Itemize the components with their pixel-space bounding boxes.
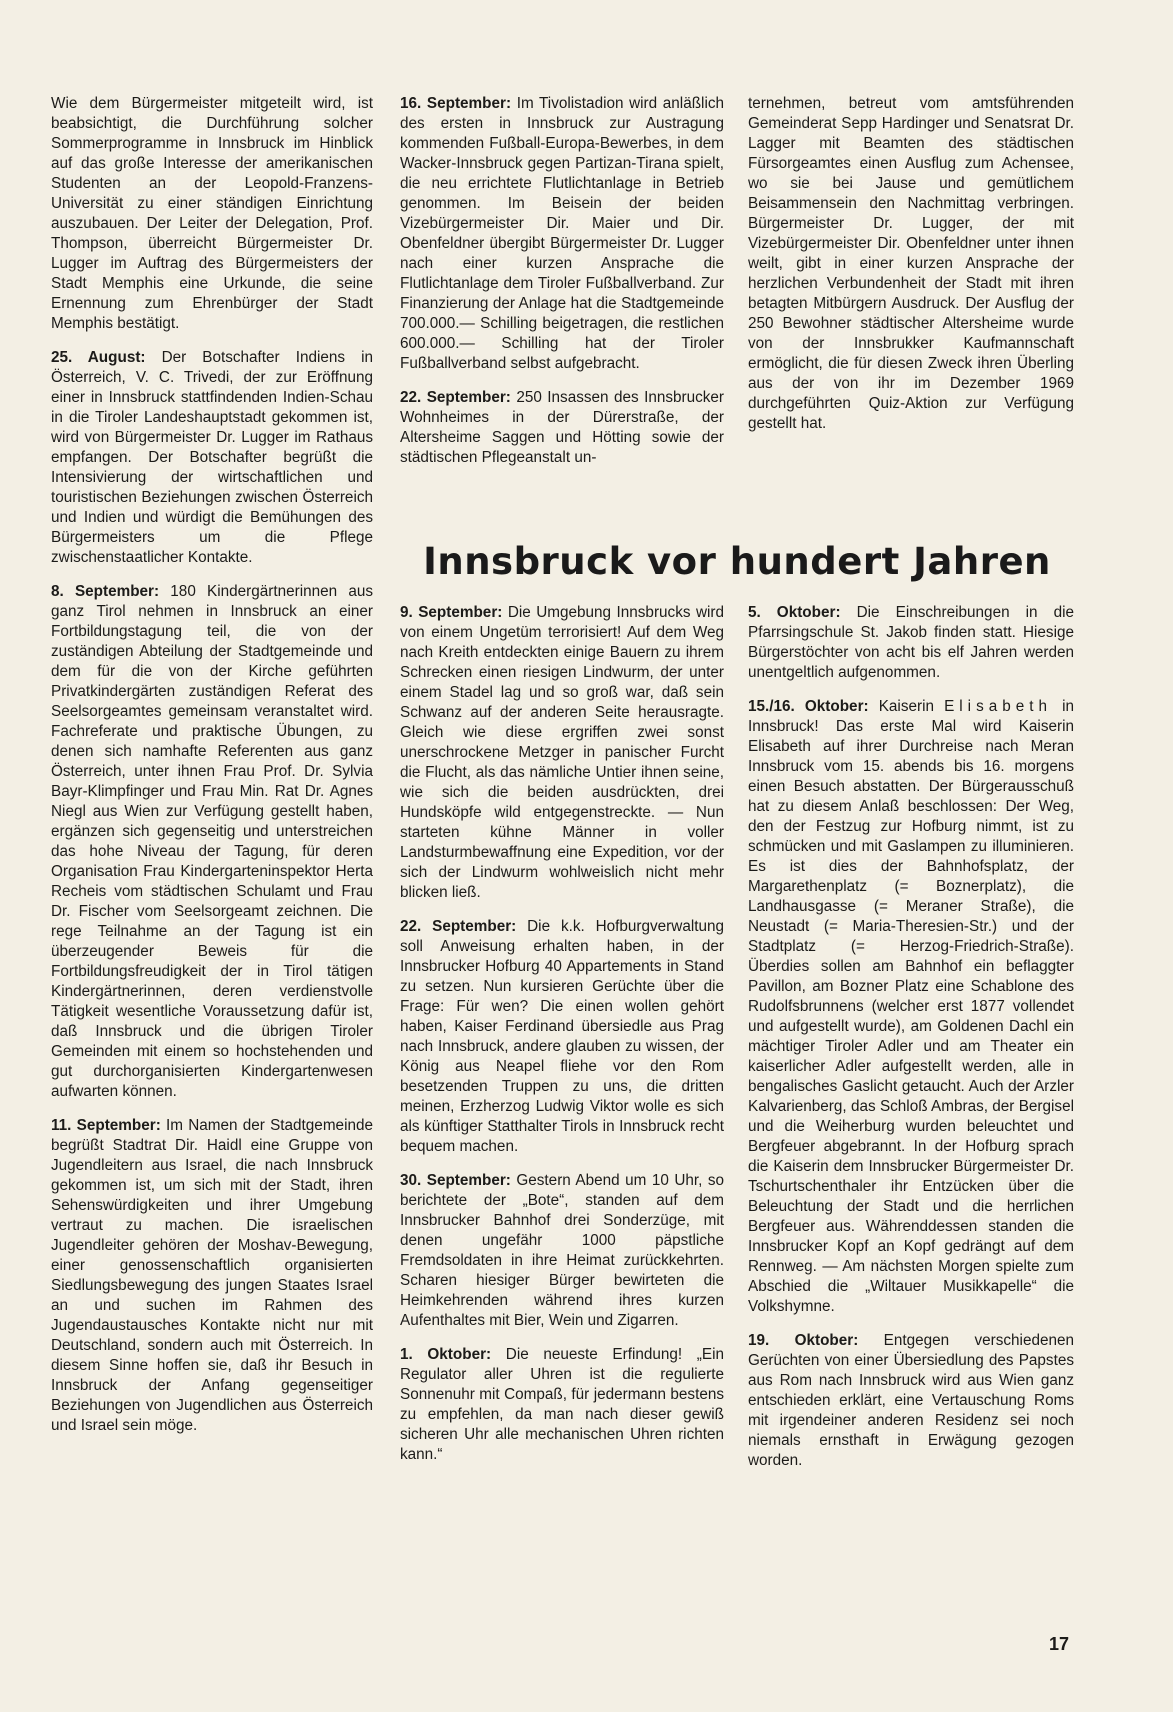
column-2 bbox=[400, 94, 724, 482]
entry-8-september bbox=[51, 582, 373, 1102]
entry-22-september-1870 bbox=[400, 917, 724, 1157]
entry-date: 11. September: bbox=[51, 1117, 161, 1134]
section-headline: Innsbruck vor hundert Jahren bbox=[423, 540, 1051, 583]
entry-text: Die Umgebung Innsbrucks wird von einem Ungetüm terrorisiert! Auf dem Weg nach Kreith entdeckten einige Bauern zu ihrem Schrecken einen riesigen Lindwurm, der unter einem Stadel lag und so groß war, daß sein Schwanz auf der anderen Seite herausragte. Gleich wie diese ergriffen zwei sonst unerschrockene Metzger in panischer Furcht die Flucht, als das nämliche Untier ihnen seine, wie sich die beiden ausdrückten, drei Hundsköpfe wild entgegenstreckte. — Nun starteten kühne Männer in voller Landsturmbewaffnung eine Expedition, vor der sich der Lindwurm wohlweislich nicht mehr blicken ließ. bbox=[400, 604, 724, 901]
entry-date: 15./16. Oktober: bbox=[748, 698, 869, 715]
column-5 bbox=[748, 603, 1074, 1485]
entry-25-august bbox=[51, 348, 373, 568]
entry-text: Der Botschafter Indiens in Österreich, V. C. Trivedi, der zur Eröffnung einer in Innsbruck stattfindenden Indien-Schau in die Tiroler Landeshauptstadt gekommen ist, wird von Bürgermeister Dr. Lugger im Rathaus empfangen. Der Botschafter begrüßt die Intensivierung der wirtschaftlichen und touristischen Beziehungen zwischen Österreich und Indien und würdigt die Bemühungen des Bürgermeisters um die Pflege zwischenstaatlicher Kontakte. bbox=[51, 349, 373, 566]
column-1 bbox=[51, 94, 373, 1450]
entry-text: Entgegen verschiedenen Gerüchten von einer Übersiedlung des Papstes aus Rom nach Innsbruck wird aus Wien ganz entschieden erklärt, eine Vertauschung Roms mit irgendeiner anderen Residenz sei noch niemals ernsthaft in Erwägung gezogen worden. bbox=[748, 1332, 1074, 1469]
entry-11-september bbox=[51, 1116, 373, 1436]
entry-date: 30. September: bbox=[400, 1172, 511, 1189]
entry-22-september bbox=[400, 388, 724, 468]
entry-5-oktober bbox=[748, 603, 1074, 683]
entry-date: 5. Oktober: bbox=[748, 604, 841, 621]
entry-date: 1. Oktober: bbox=[400, 1346, 492, 1363]
entry-19-oktober bbox=[748, 1331, 1074, 1471]
entry-spaced-name: Elisabeth bbox=[944, 698, 1053, 715]
entry-date: 9. September: bbox=[400, 604, 503, 621]
entry-30-september bbox=[400, 1171, 724, 1331]
intro-paragraph: Wie dem Bürgermeister mitgeteilt wird, ist beabsichtigt, die Durchführung solcher Sommerprogramme in Innsbruck im Hinblick auf das große Interesse der amerikanischen Studenten an der Leopold-Franzens-Universität zu einer ständigen Einrichtung auszubauen. Der Leiter der Delegation, Prof. Thompson, überreicht Bürgermeister Dr. Lugger im Auftrag des Bürgermeisters der Stadt Memphis eine Urkunde, die seine Ernennung zum Ehrenbürger der Stadt Memphis bestätigt. bbox=[51, 95, 373, 332]
entry-date: 22. September: bbox=[400, 918, 517, 935]
entry-text: Die k.k. Hofburgverwaltung soll Anweisung erhalten haben, in der Innsbrucker Hofburg 40 Appartements in Stand zu setzen. Nun kursieren Gerüchte über die Frage: Für wen? Die einen wollen gehört haben, Kaiser Ferdinand übersiedle aus Prag nach Innsbruck, andere glauben zu wissen, der König aus Neapel fliehe vor den Rom besetzenden Truppen zu uns, die dritten meinen, Erzherzog Ludwig Viktor wolle es sich als künftiger Statthalter Tirols in Innsbruck recht bequem machen. bbox=[400, 918, 724, 1155]
entry-text: in Innsbruck! Das erste Mal wird Kaiserin Elisabeth auf ihrer Durchreise nach Meran Innsbruck vom 15. abends bis 16. morgens einen Besuch abstatten. Der Bürgerausschuß hat zu diesem Anlaß beschlossen: Der Weg, den der Festzug zur Hofburg nimmt, ist zu schmücken und mit Gaslampen zu illuminieren. Es ist dies der Bahnhofsplatz, der Margarethenplatz (= Boznerplatz), die Landhausgasse (= Meraner Straße), die Neustadt (= Maria-Theresien-Str.) und der Stadtplatz (= Herzog-Friedrich-Straße). Überdies sollen am Bahnhof ein beflaggter Pavillon, am Bozner Platz eine Schablone des Rudolfsbrunnens (welcher erst 1877 vollendet und aufgestellt wurde), am Goldenen Dachl ein mächtiger Tiroler Adler und am Theater ein kaiserlicher Adler aufgestellt werden, alle in bengalisches Gaslicht getaucht. Auch der Arzler Kalvarienberg, das Schloß Ambras, der Bergisel und die Weiherburg wurden beleuchtet und Bergfeuer abgebrannt. In der Hofburg sprach die Kaiserin dem Innsbrucker Bürgermeister Dr. Tschurtschenthaler ihr Entzücken über die Beleuchtung der Stadt und die herrlichen Bergfeuer aus. Währenddessen standen die Innsbrucker Kopf an Kopf gedrängt auf dem Rennweg. — Am nächsten Morgen spielte zum Abschied die „Wiltauer Musikkapelle“ die Volkshymne. bbox=[748, 698, 1075, 1315]
continuation-paragraph: ternehmen, betreut vom amtsführenden Gemeinderat Sepp Hardinger und Senatsrat Dr. Lagger mit Beamten des städtischen Fürsorgeamtes einen Ausflug zum Achensee, wo sie bei Jause und gemütlichem Beisammensein den Nachmittag verbringen. Bürgermeister Dr. Lugger, der mit Vizebürgermeister Dir. Obenfeldner unter ihnen weilt, gibt in einer kurzen Ansprache der herzlichen Verbundenheit der Stadt mit ihren betagten Mitbürgern Ausdruck. Der Ausflug der 250 Bewohner städtischer Altersheime wurde von der Innsbrukker Kaufmannschaft ermöglicht, die für diesen Zweck ihren Überling aus der von ihr im Dezember 1969 durchgeführten Quiz-Aktion zur Verfügung gestellt hat. bbox=[748, 95, 1074, 432]
entry-text: Kaiserin bbox=[868, 698, 945, 715]
entry-date: 16. September: bbox=[400, 95, 512, 112]
entry-text: Die Einschreibungen in die Pfarrsingschule St. Jakob finden statt. Hiesige Bürgerstöchter von acht bis elf Jahren werden unentgeltlich aufgenommen. bbox=[748, 604, 1075, 681]
entry-text: 180 Kindergärtnerinnen aus ganz Tirol nehmen in Innsbruck an einer Fortbildungstagung teil, die von der zuständigen Abteilung der Stadtgemeinde und dem für die von der Kirche geführten Privatkindergärten zuständigen Referat des Seelsorgeamtes gemeinsam veranstaltet wird. Fachreferate und praktische Übungen, zu denen sich namhafte Referenten aus ganz Österreich, unter ihnen Frau Prof. Dr. Sylvia Bayr-Klimpfinger und Frau Min. Rat Dr. Agnes Niegl aus Wien zur Verfügung gestellt haben, ergänzen sich gegenseitig und unterstreichen das hohe Niveau der Tagung, für deren Organisation Frau Kindergarteninspektor Herta Recheis vom städtischen Schulamt und Frau Dr. Fischer vom Seelsorgeamt zeichnen. Die rege Teilnahme an der Tagung ist ein überzeugender Beweis für die Fortbildungsfreudigkeit der in Tirol tätigen Kindergärtnerinnen, deren verdienstvolle Tätigkeit wesentliche Voraussetzung dafür ist, daß Innsbruck und die übrigen Tiroler Gemeinden mit einem so hochstehenden und gut durchorganisierten Kindergartenwesen aufwarten können. bbox=[51, 583, 373, 1100]
entry-text: Im Namen der Stadtgemeinde begrüßt Stadtrat Dir. Haidl eine Gruppe von Jugendleitern aus Israel, die nach Innsbruck gekommen ist, um sich mit der Stadt, ihren Sehenswürdigkeiten und ihrer Umgebung vertraut zu machen. Die israelischen Jugendleiter gehören der Moshav-Bewegung, einer genossenschaftlich organisierten Siedlungsbewegung des jungen Staates Israel an und suchen im Rahmen des Jugendaustausches Kontakte nicht nur mit Deutschland, sondern auch mit Österreich. In diesem Sinne hoffen sie, daß ihr Besuch in Innsbruck der Anfang gegenseitiger Beziehungen von Jugendlichen aus Österreich und Israel sein möge. bbox=[51, 1117, 373, 1434]
entry-text: Im Tivolistadion wird anläßlich des ersten in Innsbruck zur Austragung kommenden Fußball-Europa-Bewerbes, in dem Wacker-Innsbruck gegen Partizan-Tirana spielt, die neu errichtete Flutlichtanlage in Betrieb genommen. Im Beisein der beiden Vizebürgermeister Dir. Maier und Dir. Obenfeldner übergibt Bürgermeister Dr. Lugger nach einer kurzen Ansprache die Flutlichtanlage dem Tiroler Fußballverband. Zur Finanzierung der Anlage hat die Stadtgemeinde 700.000.— Schilling beigetragen, die restlichen 600.000.— Schilling hat der Tiroler Fußballverband selbst aufgebracht. bbox=[400, 95, 725, 372]
entry-text: Die neueste Erfindung! „Ein Regulator aller Uhren ist die regulierte Sonnenuhr mit Compaß, für jedermann bestens zu empfehlen, da man nach dieser gewiß sicheren Uhr alle mechanischen Uhren richten kann.“ bbox=[400, 1346, 725, 1463]
entry-15-16-oktober bbox=[748, 697, 1074, 1317]
entry-9-september bbox=[400, 603, 724, 903]
entry-16-september bbox=[400, 94, 724, 374]
entry-text: 250 Insassen des Innsbrucker Wohnheimes in der Dürerstraße, der Altersheime Saggen und Hötting sowie der städtischen Pflegeanstalt un- bbox=[400, 389, 724, 466]
entry-1-oktober bbox=[400, 1345, 724, 1465]
entry-text: Gestern Abend um 10 Uhr, so berichtete der „Bote“, standen auf dem Innsbrucker Bahnhof drei Sonderzüge, mit denen ungefähr 1000 päpstliche Fremdsoldaten in ihre Heimat zurückkehrten. Scharen hiesiger Bürger bewirteten die Heimkehrenden während ihres kurzen Aufenthaltes mit Bier, Wein und Zigarren. bbox=[400, 1172, 725, 1329]
entry-date: 25. August: bbox=[51, 349, 146, 366]
entry-date: 19. Oktober: bbox=[748, 1332, 859, 1349]
entry-date: 22. September: bbox=[400, 389, 511, 406]
page-number: 17 bbox=[1048, 1634, 1069, 1654]
entry-date: 8. September: bbox=[51, 583, 160, 600]
column-4 bbox=[400, 603, 724, 1479]
column-3 bbox=[748, 94, 1074, 448]
